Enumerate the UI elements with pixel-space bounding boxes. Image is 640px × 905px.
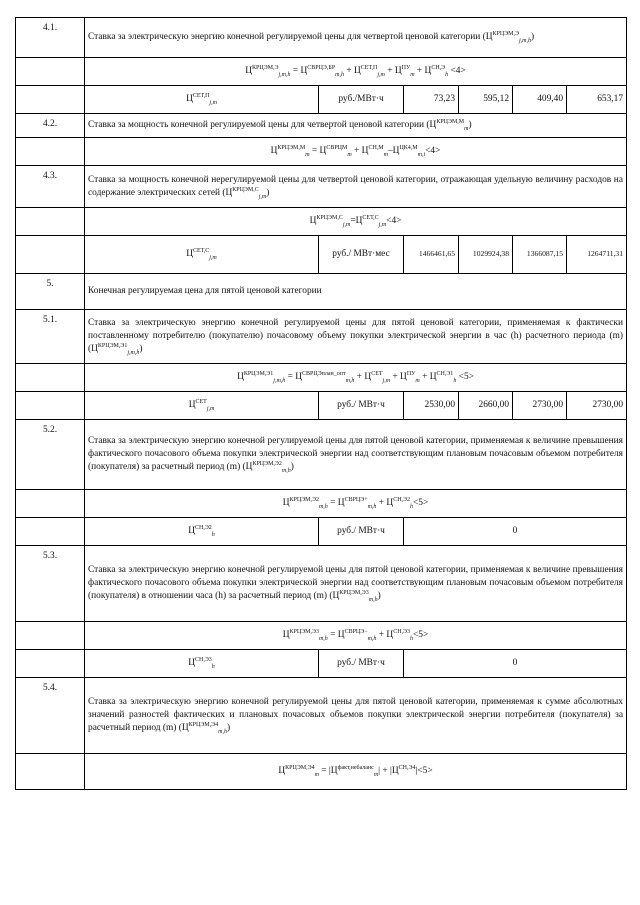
row-description: Ставка за мощность конечной регулируемой цены для четвертой ценовой категории $(Ц^{КРЦЭМ,М}_m)$ — [85, 114, 627, 138]
row-5-3-desc — [16, 546, 627, 622]
empty-cell — [16, 490, 85, 518]
row-5-desc — [16, 274, 627, 310]
value-cell: 0 — [404, 518, 627, 546]
formula: $Ц^{КРЦЭМ,Э4}_m = |Ц^{факт,небаланс}_m| + |Ц^{СН,Э4}|<5>$ — [85, 754, 627, 790]
row-description: Ставка за электрическую энергию конечной регулируемой цены для пятой ценовой категории, применяемая к сумме абсолютных значений разностей фактических и плановых почасовых объемов покупки электрической энергии потребителя (покупателя) за расчетный период (m) $(Ц^{КРЦЭМ,Э4}_{m,h})$ — [85, 678, 627, 754]
value-cell: 0 — [404, 650, 627, 678]
value-cell: 2530,00 — [404, 392, 459, 420]
row-5-1-formula — [16, 364, 627, 392]
empty-cell — [16, 86, 85, 114]
row-4-1-values — [16, 86, 627, 114]
row-4-3-values — [16, 236, 627, 274]
empty-cell — [16, 622, 85, 650]
value-cell: 409,40 — [513, 86, 567, 114]
row-number: 5.3. — [16, 546, 85, 622]
value-cell: 653,17 — [567, 86, 627, 114]
row-5-2-formula — [16, 490, 627, 518]
row-description: Ставка за электрическую энергию конечной регулируемой цены для четвертой ценовой категории $(Ц^{КРЦЭМ,Э}_{j,m,h})$ — [85, 18, 627, 58]
row-5-4-formula — [16, 754, 627, 790]
empty-cell — [16, 754, 85, 790]
row-5-2-desc — [16, 420, 627, 490]
empty-cell — [16, 518, 85, 546]
formula: $Ц^{КРЦЭМ,С}_{j,m}=Ц^{СЕТ,С}_{j,m}<4>$ — [85, 208, 627, 236]
empty-cell — [16, 58, 85, 86]
formula: $Ц^{КРЦЭМ,Э3}_{m,h} = Ц^{СВРЦЭ-}_{m,h} + Ц^{СН,Э3}_h<5>$ — [85, 622, 627, 650]
empty-cell — [16, 208, 85, 236]
row-5-3-values — [16, 650, 627, 678]
row-number: 4.2. — [16, 114, 85, 138]
row-number: 5. — [16, 274, 85, 310]
value-label: $Ц^{СН,Э3}_h$ — [85, 650, 319, 678]
value-cell: 2730,00 — [567, 392, 627, 420]
row-description: Ставка за электрическую энергию конечной регулируемой цены для пятой ценовой категории, применяемая к величине превышения фактического почасового объема покупки электрической энергии над соответствующим плановым почасовым объемом потребителя (покупателя) за расчетный период (m) $(Ц^{КРЦЭМ,Э2}_{m,h})$ — [85, 420, 627, 490]
row-5-2-values — [16, 518, 627, 546]
row-description: Конечная регулируемая цена для пятой ценовой категории — [85, 274, 627, 310]
unit-cell: руб./МВт·ч — [319, 86, 404, 114]
value-cell: 1466461,65 — [404, 236, 459, 274]
row-description: Ставка за мощность конечной нерегулируемой цены для четвертой ценовой категории, отражающая удельную величину расходов на содержание электрических сетей $(Ц^{КРЦЭМ,С}_{j,m})$ — [85, 166, 627, 208]
row-4-3-formula — [16, 208, 627, 236]
value-label: $Ц^{СЕТ,П}_{j,m}$ — [85, 86, 319, 114]
row-number: 5.1. — [16, 310, 85, 364]
row-5-1-values — [16, 392, 627, 420]
row-5-1-desc — [16, 310, 627, 364]
value-cell: 595,12 — [459, 86, 513, 114]
value-label: $Ц^{СЕТ}_{j,m}$ — [85, 392, 319, 420]
row-4-1-desc — [16, 18, 627, 58]
formula: $Ц^{КРЦЭМ,Э2}_{m,h} = Ц^{СВРЦЭ+}_{m,h} + Ц^{СН,Э2}_h<5>$ — [85, 490, 627, 518]
row-4-2-desc — [16, 114, 627, 138]
row-description: Ставка за электрическую энергию конечной регулируемой цены для пятой ценовой категории, применяемая к фактически поставленному потребителю (покупателю) почасовому объему покупки электрической энергии в час (h) расчетного периода (m) $(Ц^{КРЦЭМ,Э1}_{j,m,h})$ — [85, 310, 627, 364]
unit-cell: руб./ МВт·ч — [319, 518, 404, 546]
empty-cell — [16, 138, 85, 166]
tariff-table — [15, 17, 627, 790]
row-number: 4.3. — [16, 166, 85, 208]
unit-cell: руб./ МВт·мес — [319, 236, 404, 274]
value-cell: 73,23 — [404, 86, 459, 114]
formula: $Ц^{КРЦЭМ,Э}_{j,m,h} = Ц^{СВРЦЭ,БР}_{m,h} + Ц^{СЕТ,П}_{j,m} + Ц^{ПУ}_m + Ц^{СН,Э}_h <4>$ — [85, 58, 627, 86]
row-description: Ставка за электрическую энергию конечной регулируемой цены для пятой ценовой категории, применяемая к величине превышения фактического почасового объема покупки электрической энергии над соответствующим плановым почасовым объемом потребителя (покупателя) в отношении часа (h) за расчетный период (m) $(Ц^{КРЦЭМ,Э3}_{m,h})$ — [85, 546, 627, 622]
empty-cell — [16, 650, 85, 678]
value-cell: 1366087,15 — [513, 236, 567, 274]
formula: $Ц^{КРЦЭМ,М}_m = Ц^{СВРЦМ}_m + Ц^{СН,М}_m-Ц^{ЦК4,М}_{m,i}<4>$ — [85, 138, 627, 166]
value-cell: 1264711,31 — [567, 236, 627, 274]
row-number: 5.2. — [16, 420, 85, 490]
row-4-3-desc — [16, 166, 627, 208]
row-5-3-formula — [16, 622, 627, 650]
row-number: 5.4. — [16, 678, 85, 754]
unit-cell: руб./ МВт·ч — [319, 392, 404, 420]
value-label: $Ц^{СЕТ,С}_{j,m}$ — [85, 236, 319, 274]
value-cell: 1029924,38 — [459, 236, 513, 274]
empty-cell — [16, 364, 85, 392]
value-cell: 2660,00 — [459, 392, 513, 420]
row-number: 4.1. — [16, 18, 85, 58]
empty-cell — [16, 236, 85, 274]
row-4-2-formula — [16, 138, 627, 166]
row-5-4-desc — [16, 678, 627, 754]
row-4-1-formula — [16, 58, 627, 86]
empty-cell — [16, 392, 85, 420]
unit-cell: руб./ МВт·ч — [319, 650, 404, 678]
value-cell: 2730,00 — [513, 392, 567, 420]
formula: $Ц^{КРЦЭМ,Э1}_{j,m,h} = Ц^{СВРЦЭплан\_опт}_{m,h} + Ц^{СЕТ}_{j,m} + Ц^{ПУ}_m + Ц^{СН,Э1}_h <5>$ — [85, 364, 627, 392]
value-label: $Ц^{СН,Э2}_h$ — [85, 518, 319, 546]
